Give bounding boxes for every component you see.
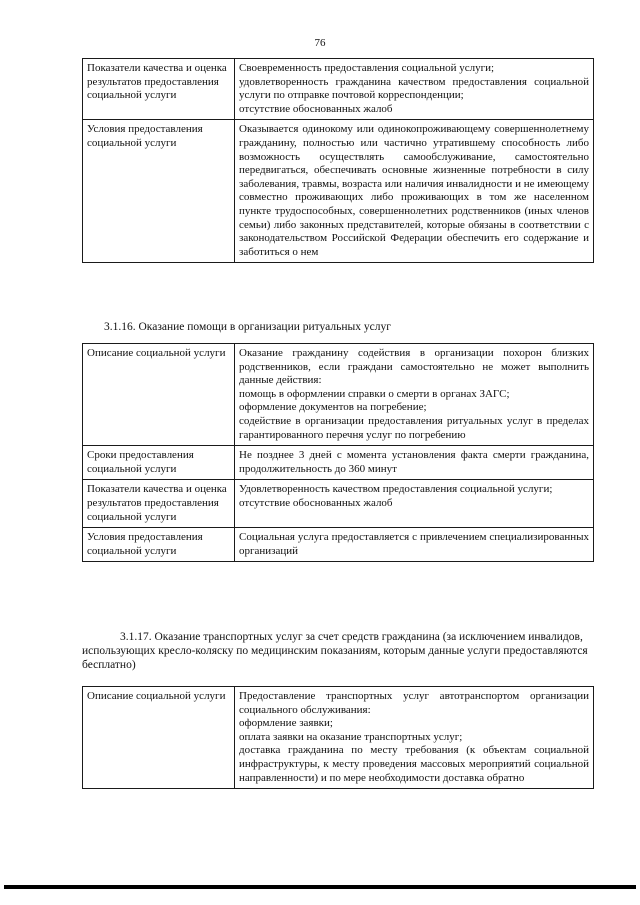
- row-label: Условия предоставления социальной услуги: [83, 528, 235, 562]
- value-line: Не позднее 3 дней с момента установления факта смерти гражданина, продолжительность до 360 минут: [239, 449, 589, 475]
- table-row: [83, 59, 594, 120]
- service-table-3: [82, 686, 594, 789]
- table-row: [83, 344, 594, 446]
- value-line: помощь в оформлении справки о смерти в органах ЗАГС;: [239, 387, 510, 400]
- value-line: отсутствие обоснованных жалоб: [239, 496, 393, 509]
- section-heading-3-1-17: 3.1.17. Оказание транспортных услуг за счет средств гражданина (за исключением инвалидов, использующих кресло-коляску по медицинским показаниям, которым данные услуги предоставляются бесплатно): [82, 631, 588, 671]
- value-line: оплата заявки на оказание транспортных услуг;: [239, 730, 463, 743]
- row-value: [235, 687, 594, 789]
- section-heading-3-1-16: 3.1.16. Оказание помощи в организации ритуальных услуг: [104, 321, 391, 333]
- row-label: Показатели качества и оценка результатов предоставления социальной услуги: [83, 480, 235, 528]
- value-line: удовлетворенность гражданина качеством предоставления социальной услуги по отправке почтовой корреспонденции;: [239, 75, 589, 102]
- row-value: [235, 446, 594, 480]
- value-line: оформление заявки;: [239, 717, 333, 730]
- value-line: Оказание гражданину содействия в организации похорон близких родственников, если граждани самостоятельно не может выполнить данные действия:: [239, 347, 589, 387]
- footer-rule: [4, 885, 636, 889]
- row-value: [235, 120, 594, 263]
- value-line: Своевременность предоставления социальной услуги;: [239, 62, 495, 74]
- value-line: Предоставление транспортных услуг автотранспортом организации социального обслуживания:: [239, 690, 589, 716]
- row-value: [235, 528, 594, 562]
- value-line: Оказывается одинокому или одинокопроживающему совершеннолетнему гражданину, полностью или частично утратившему способность либо возможность осуществлять самообслуживание, самостоятельно передвигаться, обеспечивать основные жизненные потребности в силу заболевания, травмы, возраста или наличия инвалидности и не имеющему совместно проживающих либо проживающих в том же населенном пункте трудоспособных, совершеннолетних родственников (иных членов семьи) либо законных представителей, которые обязаны в соответствии с законодательством Российской Федерации обеспечить его содержание и заботиться о нем: [239, 123, 589, 258]
- row-label: Условия предоставления социальной услуги: [83, 120, 235, 263]
- value-line: Социальная услуга предоставляется с привлечением специализированных организаций: [239, 531, 589, 557]
- value-line: оформление документов на погребение;: [239, 401, 427, 414]
- row-label: Сроки предоставления социальной услуги: [83, 446, 235, 480]
- row-label: Описание социальной услуги: [83, 687, 235, 789]
- table-row: [83, 528, 594, 562]
- row-label: Описание социальной услуги: [83, 344, 235, 446]
- table-row: [83, 687, 594, 789]
- value-line: содействие в организации предоставления ритуальных услуг в пределах гарантированного перечня услуг по погребению: [239, 414, 589, 441]
- table-row: [83, 120, 594, 263]
- table-row: [83, 446, 594, 480]
- page-number: 76: [314, 37, 326, 49]
- row-value: [235, 480, 594, 528]
- value-line: Удовлетворенность качеством предоставления социальной услуги;: [239, 483, 553, 496]
- value-line: доставка гражданина по месту требования (к объектам социальной инфраструктуры, к месту проведения массовых мероприятий социальной направленности) и по мере необходимости доставка обратно: [239, 744, 589, 784]
- row-value: [235, 59, 594, 120]
- table-row: [83, 480, 594, 528]
- service-table-2: [82, 343, 594, 562]
- service-table-1: [82, 58, 594, 263]
- row-label: Показатели качества и оценка результатов предоставления социальной услуги: [83, 59, 235, 120]
- value-line: отсутствие обоснованных жалоб: [239, 102, 393, 115]
- row-value: [235, 344, 594, 446]
